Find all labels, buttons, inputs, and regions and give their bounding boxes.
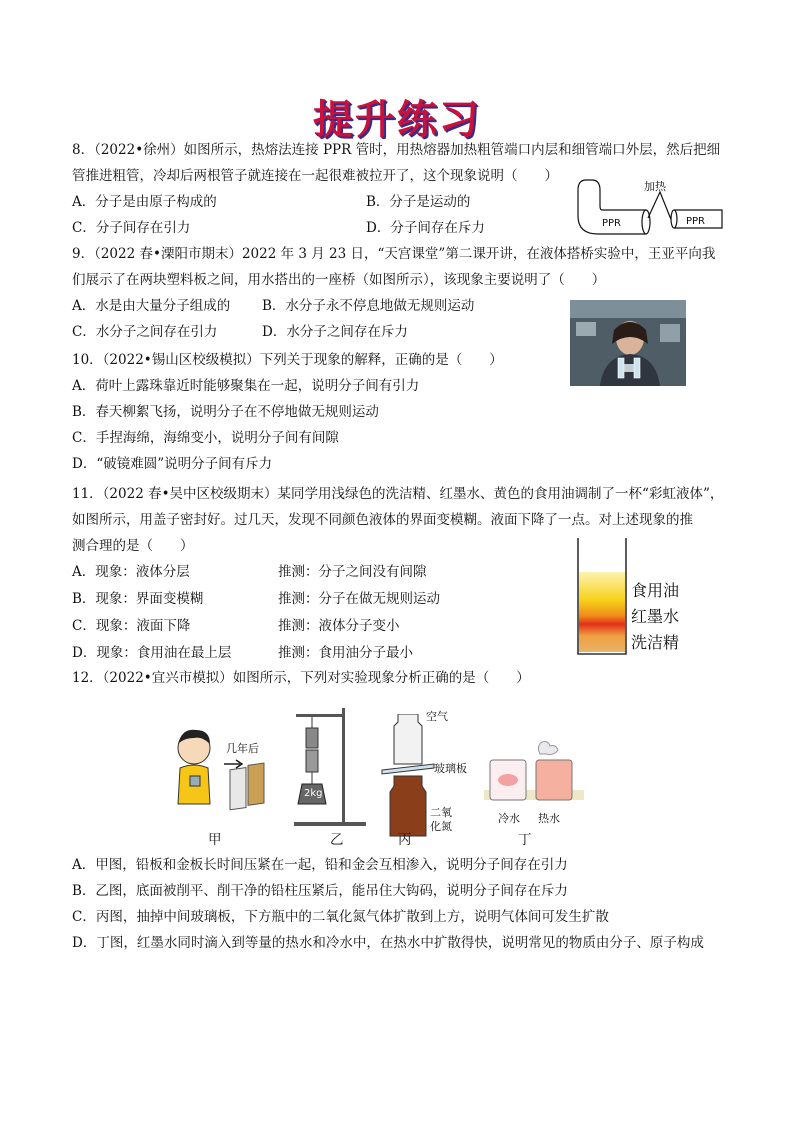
q9-stem-line2: 们展示了在两块塑料板之间，用水搭出的一座桥（如图所示），该现象主要说明了（ ） (72, 272, 606, 288)
q10-option-a: A．荷叶上露珠靠近时能够聚集在一起，说明分子间有引力 (72, 378, 420, 394)
q11-option-a-inference: 推测：分子之间没有间隙 (278, 564, 427, 580)
q8-option-a: A．分子是由原子构成的 (72, 194, 217, 210)
q11-figure-label-oil: 食用油 (631, 581, 680, 600)
q12-stem: 12．（2022•宜兴市模拟）如图所示，下列对实验现象分析正确的是（ ） (72, 670, 530, 686)
q9-option-c: C．水分子之间存在引力 (72, 324, 218, 340)
q12-option-d: D．丁图，红墨水同时滴入到等量的热水和冷水中，在热水中扩散得快，说明常见的物质由分子、原子构成 (72, 935, 704, 951)
q12-figure-weight-label: 2kg (304, 788, 323, 799)
q11-figure-label-ink: 红墨水 (631, 607, 680, 626)
q11-figure-rainbow-liquid (576, 538, 686, 656)
q8-option-c: C．分子间存在引力 (72, 220, 191, 236)
q9-stem-line1: 9．（2022 春•溧阳市期末）2022 年 3 月 23 日，“天宫课堂”第二课开讲，在液体搭桥实验中，王亚平向我 (72, 246, 716, 262)
q10-option-d: D．“破镜难圆”说明分子间有斥力 (72, 456, 273, 472)
q8-figure-ppr-label-2: PPR (686, 216, 706, 227)
q12-figure-air-label: 空气 (426, 710, 448, 723)
q12-caption-bing: 丙 (398, 832, 412, 848)
q12-option-c: C．丙图，抽掉中间玻璃板，下方瓶中的二氧化氮气体扩散到上方，说明气体间可发生扩散 (72, 909, 609, 925)
q12-option-a: A．甲图，铅板和金板长时间压紧在一起，铅和金会互相渗入，说明分子间存在引力 (72, 857, 568, 873)
q12-option-b: B．乙图，底面被削平、削干净的铅柱压紧后，能吊住大钩码，说明分子间存在斥力 (72, 883, 568, 899)
q12-figure-no2-label-1: 二氧 (430, 806, 452, 819)
q11-option-c-phenomenon: C．现象：液面下降 (72, 618, 191, 634)
q11-stem-line3: 测合理的是（ ） (72, 538, 194, 554)
q12-figure-yi (282, 704, 372, 834)
q11-figure-label-detergent: 洗洁精 (631, 633, 680, 652)
q8-option-d: D．分子间存在斥力 (366, 220, 485, 236)
q9-photo-liquid-bridge (570, 300, 686, 386)
q11-option-b-inference: 推测：分子在做无规则运动 (278, 591, 440, 607)
q12-caption-jia: 甲 (208, 832, 222, 848)
q12-figure-no2-label-2: 化氮 (430, 820, 452, 833)
q10-stem: 10．（2022•锡山区校级模拟）下列关于现象的解释，正确的是（ ） (72, 352, 503, 368)
q12-figure-years-later: 几年后 (226, 742, 259, 755)
q12-figure-glass-label: 玻璃板 (434, 762, 467, 775)
q12-figure-ding (484, 740, 584, 820)
q9-option-b: B．水分子永不停息地做无规则运动 (262, 298, 475, 314)
q9-option-d: D．水分子之间存在斥力 (262, 324, 408, 340)
q12-figure-hot-label: 热水 (538, 812, 560, 825)
q8-figure-heat-label: 加热 (644, 180, 666, 193)
page-title: 提升练习 (313, 97, 481, 143)
q8-stem-line1: 8．（2022•徐州）如图所示，热熔法连接 PPR 管时，用热熔器加热粗管端口内层和细管端口外层，然后把细 (72, 142, 721, 158)
q8-stem-line2: 管推进粗管，冷却后两根管子就连接在一起很难被拉开了，这个现象说明（ ） (72, 168, 558, 184)
q12-figure-jia (172, 720, 272, 830)
q12-figure-bing (378, 714, 438, 844)
q8-figure-ppr-label-1: PPR (602, 218, 622, 229)
q9-option-a: A．水是由大量分子组成的 (72, 298, 231, 314)
q10-option-c: C．手捏海绵，海绵变小，说明分子间有间隙 (72, 430, 339, 446)
q11-option-a-phenomenon: A．现象：液体分层 (72, 564, 190, 580)
q12-caption-ding: 丁 (518, 832, 532, 848)
q11-option-d-phenomenon: D．现象：食用油在最上层 (72, 645, 232, 661)
q11-option-c-inference: 推测：液体分子变小 (278, 618, 400, 634)
q11-stem-line1: 11．（2022 春•吴中区校级期末）某同学用浅绿色的洗洁精、红墨水、黄色的食用油调制了一杯“彩虹液体”， (72, 486, 724, 502)
q12-figure-cold-label: 冷水 (498, 812, 520, 825)
q12-caption-yi: 乙 (330, 832, 344, 848)
q8-figure-ppr-pipes (574, 176, 726, 240)
q11-stem-line2: 如图所示，用盖子密封好。过几天，发现不同颜色液体的界面变模糊。液面下降了一点。对上述现象的推 (72, 512, 693, 528)
q8-option-b: B．分子是运动的 (366, 194, 471, 210)
q11-option-b-phenomenon: B．现象：界面变模糊 (72, 591, 204, 607)
q11-option-d-inference: 推测：食用油分子最小 (278, 645, 413, 661)
q12-figure-experiments (172, 700, 592, 850)
q10-option-b: B．春天柳絮飞扬，说明分子在不停地做无规则运动 (72, 404, 379, 420)
